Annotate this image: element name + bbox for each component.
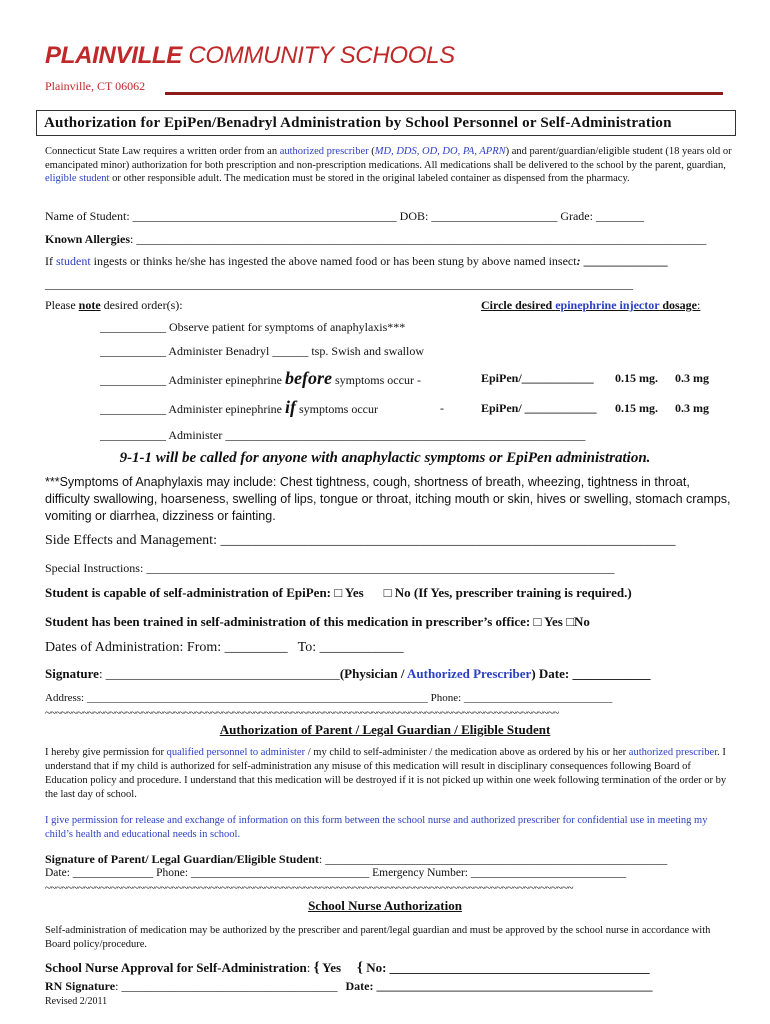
order-administer-other[interactable]: ___________ Administer ____________________________________________________________	[100, 428, 586, 442]
prescriber-signature-line[interactable]: Signature: ____________________________________(Physician / Authorized Prescriber) Date: ____________	[45, 666, 651, 681]
intro-paragraph: Connecticut State Law requires a written order from an authorized prescriber (MD, DDS, OD, DO, PA, APRN) and parent/guardian/eligible student (18 years old or emancipated minor) authorization for both prescription and non-prescription medications. All medications shall be delivered to the school by the parent, guardian, eligible student or other responsible adult. The medication must be stored in the original labeled container as dispensed from the pharmacy.	[45, 146, 732, 184]
nurse-approval-no[interactable]: { No: ________________________________________	[357, 960, 650, 976]
parent-date-phone-line[interactable]: Date: ______________ Phone: _______________________________ Emergency Number: ___________________________	[45, 867, 627, 879]
trained-yes-checkbox[interactable]: □ Yes	[533, 614, 567, 629]
tilde-separator-2: ~~~~~~~~~~~~~~~~~~~~~~~~~~~~~~~~~~~~~~~~~~~~~~~~~~~~~~~~~~~~~~~~~~~~~~~~~~~~~~~~~~~~~~~~~~~~~~~~	[45, 882, 574, 894]
self-admin-yes-checkbox[interactable]: □ Yes	[334, 585, 364, 600]
student-info-line[interactable]: Name of Student: ____________________________________________ DOB: _____________________ Grade: ________	[45, 209, 644, 223]
rn-signature-line[interactable]: RN Signature: ____________________________________ Date: ______________________________________________	[45, 979, 653, 993]
header-rule	[165, 92, 723, 95]
order-observe[interactable]: ___________ Observe patient for symptoms of anaphylaxis***	[100, 320, 406, 334]
parent-permission-paragraph: I hereby give permission for qualified personnel to administer / my child to self-administer / the medication above as ordered by his or her authorized prescriber. I understand that if my child is authorized for self-administration any misuse of this medication will result in disciplinary consequences following Board of Education policy and procedure. I understand that this medication will be destroyed if it is not picked up within one week following termination of the order or by the last day of school.	[45, 747, 727, 800]
emergency-warning: 9-1-1 will be called for anyone with anaphylactic symptoms or EpiPen administration.	[119, 450, 651, 466]
dose-0-3-b[interactable]: 0.3 mg	[675, 401, 709, 415]
side-effects-line[interactable]: Side Effects and Management: _________________________________________________________________	[45, 533, 676, 548]
epipen-dose-1[interactable]: EpiPen/____________	[481, 371, 594, 385]
form-title: Authorization for EpiPen/Benadryl Administration by School Personnel or Self-Administration	[44, 115, 672, 131]
dose-0-15-a[interactable]: 0.15 mg.	[615, 371, 658, 385]
epipen-dose-2[interactable]: EpiPen/ ____________	[481, 401, 597, 415]
nurse-heading: School Nurse Authorization	[308, 898, 462, 913]
trained-question: Student has been trained in self-administration of this medication in prescriber’s office: □ Yes □No	[45, 614, 590, 629]
allergies-line[interactable]: Known Allergies: _______________________________________________________________________________________________	[45, 232, 707, 246]
dose-0-3-a[interactable]: 0.3 mg	[675, 371, 709, 385]
release-paragraph: I give permission for release and exchange of information on this form between the school nurse and authorized prescriber for confidential use in meeting my child’s health and educational needs in school.	[45, 815, 708, 840]
revised-date: Revised 2/2011	[45, 996, 108, 1007]
anaphylaxis-symptoms: ***Symptoms of Anaphylaxis may include: Chest tightness, cough, shortness of breath, wheezing, tightness in throat, difficulty swallowing, hoarseness, swelling of lips, tongue or throat, itching mouth or skin, hives or swelling, stomach cramps, vomiting or diarrhea, dizziness or fainting.	[45, 475, 731, 523]
order-epi-if[interactable]: ___________ Administer epinephrine if symptoms occur	[100, 397, 378, 417]
order-epi-if-dash: -	[440, 401, 444, 415]
ingest-line[interactable]: If student ingests or thinks he/she has ingested the above named food or has been stung by above named insect: ______________	[45, 254, 668, 268]
address-phone-line[interactable]: Address: ______________________________________________________________ Phone: ___________________________	[45, 692, 613, 704]
trained-no-checkbox[interactable]: □No	[566, 614, 590, 629]
dates-of-administration[interactable]: Dates of Administration: From: _________ To: ____________	[45, 640, 404, 655]
nurse-approval-line: School Nurse Approval for Self-Administration: { Yes { No: ________________________________________	[45, 960, 650, 976]
self-admin-no-checkbox[interactable]: □ No	[383, 585, 411, 600]
special-instructions-line[interactable]: Special Instructions: ______________________________________________________________________________	[45, 561, 615, 575]
orders-label: Please note desired order(s):	[45, 298, 183, 312]
school-name: PLAINVILLE COMMUNITY SCHOOLS	[45, 42, 455, 69]
blank-line[interactable]: __________________________________________________________________________________________________	[45, 277, 633, 291]
parent-signature-line[interactable]: Signature of Parent/ Legal Guardian/Eligible Student: _________________________________________________________	[45, 852, 668, 866]
dose-0-15-b[interactable]: 0.15 mg.	[615, 401, 658, 415]
tilde-separator-1: ~~~~~~~~~~~~~~~~~~~~~~~~~~~~~~~~~~~~~~~~~~~~~~~~~~~~~~~~~~~~~~~~~~~~~~~~~~~~~~~~~~~~~~~~~~~~~~~~	[45, 707, 559, 719]
nurse-approval-yes[interactable]: { Yes	[313, 960, 342, 976]
self-admin-question: Student is capable of self-administration of EpiPen: □ Yes □ No (If Yes, prescriber training is required.)	[45, 585, 632, 600]
school-location: Plainville, CT 06062	[45, 79, 146, 93]
order-benadryl[interactable]: ___________ Administer Benadryl ______ tsp. Swish and swallow	[100, 344, 424, 358]
nurse-paragraph: Self-administration of medication may be authorized by the prescriber and parent/legal guardian and must be approved by the school nurse in accordance with Board policy/procedure.	[45, 925, 711, 950]
parent-heading: Authorization of Parent / Legal Guardian / Eligible Student	[219, 722, 551, 737]
order-epi-before[interactable]: ___________ Administer epinephrine before symptoms occur -	[100, 368, 421, 388]
dosage-label: Circle desired epinephrine injector dosage:	[481, 298, 701, 312]
